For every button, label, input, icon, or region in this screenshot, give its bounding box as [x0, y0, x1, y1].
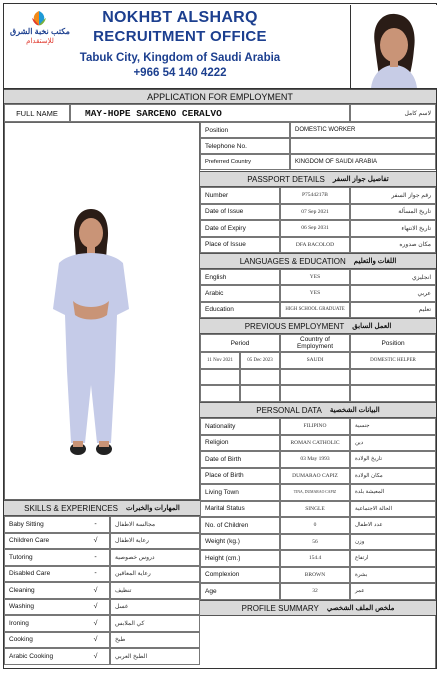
skill-mark: √ [82, 533, 110, 550]
skill-mark: - [82, 566, 110, 583]
skill-label-ar: رعاية الاطفال [110, 533, 200, 550]
logo-arabic-subtext: للإستقدام [26, 38, 54, 45]
full-name-value: MAY-HOPE SARCENO CERALVO [70, 104, 350, 122]
personal-section-title-ar: البيانات الشخصية [329, 407, 380, 414]
full-name-label: FULL NAME [4, 104, 70, 122]
skills-section-title-ar: المهارات والخبرات [125, 505, 180, 512]
application-title-bar [4, 89, 436, 104]
skill-label: Cooking [4, 632, 82, 649]
passport-label-ar: تاريخ المسألة [350, 204, 436, 221]
skill-label-ar: دروس خصوصية [110, 549, 200, 566]
company-location: Tabuk City, Kingdom of Saudi Arabia [79, 52, 281, 64]
portrait-photo-icon [351, 5, 437, 88]
passport-label: Number [200, 187, 280, 204]
employment-section-bar [200, 318, 436, 334]
skill-label: Washing [4, 599, 82, 616]
employment-country [280, 369, 350, 386]
personal-label: Age [200, 583, 280, 600]
language-label-ar: تعليم [350, 302, 436, 318]
passport-section-title: PASSPORT DETAILS [247, 174, 325, 184]
skill-mark: √ [82, 648, 110, 665]
language-label-ar: انجليزي [350, 269, 436, 285]
language-label-ar: عربي [350, 285, 436, 301]
passport-label-ar: تاريخ الانتهاء [350, 220, 436, 237]
passport-value: 07 Sep 2021 [280, 204, 350, 221]
skill-mark: - [82, 516, 110, 533]
employment-header-period: Period [200, 334, 280, 352]
languages-section-bar [200, 253, 436, 269]
company-phone: +966 54 140 4222 [133, 67, 227, 79]
personal-value: 154.4 [280, 550, 350, 567]
personal-value: BROWN [280, 567, 350, 584]
personal-label-ar: جنسية [350, 418, 436, 435]
profile-summary-title: PROFILE SUMMARY [241, 603, 319, 613]
employment-section-title: PREVIOUS EMPLOYMENT [244, 321, 345, 331]
personal-label-ar: تاريخ الولادة [350, 451, 436, 468]
personal-label-ar: المعيشة بلدة [350, 484, 436, 501]
personal-value: 56 [280, 534, 350, 551]
employment-position: DOMESTIC HELPER [350, 352, 436, 369]
skill-label-ar: تنظيف [110, 582, 200, 599]
personal-value: 03 May 1993 [280, 451, 350, 468]
logo-arabic-text: مكتب نخبة الشرق [10, 27, 70, 36]
personal-value: 32 [280, 583, 350, 600]
job-label: Preferred Country [200, 154, 290, 170]
personal-value: SINGLE [280, 501, 350, 518]
employment-to [240, 385, 280, 402]
skill-mark: √ [82, 582, 110, 599]
skill-mark: √ [82, 632, 110, 649]
personal-label: Nationality [200, 418, 280, 435]
company-logo [8, 8, 70, 48]
personal-value: ROMAN CATHOLIC [280, 435, 350, 452]
skill-label: Arabic Cooking [4, 648, 82, 665]
skill-label: Tutoring [4, 549, 82, 566]
personal-label-ar: عمر [350, 583, 436, 600]
passport-section-title-ar: تفاصيل جواز السفر [332, 176, 389, 183]
language-value: YES [280, 269, 350, 285]
profile-summary-title-ar: ملخص الملف الشخصي [326, 605, 395, 612]
employment-from [200, 385, 240, 402]
language-label: Arabic [200, 285, 280, 301]
skill-label-ar: غسل [110, 599, 200, 616]
employment-country: SAUDI [280, 352, 350, 369]
skill-label-ar: طبخ [110, 632, 200, 649]
personal-value: FILIPINO [280, 418, 350, 435]
language-label: English [200, 269, 280, 285]
employment-position [350, 369, 436, 386]
personal-label: Complexion [200, 567, 280, 584]
profile-summary-bar [200, 600, 436, 616]
employment-header-country: Country of Employment [280, 334, 350, 352]
employment-from: 11 Nov 2021 [200, 352, 240, 369]
profile-summary-body [200, 616, 436, 668]
full-name-arabic: لاسم كامل [350, 104, 436, 122]
job-value [290, 138, 436, 154]
skill-mark: √ [82, 615, 110, 632]
passport-value: P7544217B [280, 187, 350, 204]
personal-label: No. of Children [200, 517, 280, 534]
passport-section-bar [200, 171, 436, 187]
applicant-photo [4, 122, 200, 500]
language-label: Education [200, 302, 280, 318]
personal-label: Date of Birth [200, 451, 280, 468]
personal-section-bar [200, 402, 436, 418]
company-name-line2: RECRUITMENT OFFICE [93, 28, 267, 45]
personal-label-ar: الحالة الاجتماعية [350, 501, 436, 518]
personal-label-ar: مكان الولادة [350, 468, 436, 485]
application-title: APPLICATION FOR EMPLOYMENT [147, 91, 293, 102]
skills-section-bar [4, 500, 200, 516]
company-name-line1: NOKHBT ALSHARQ [102, 9, 258, 26]
employment-to [240, 369, 280, 386]
personal-value: DUMARAO CAPIZ [280, 468, 350, 485]
personal-label-ar: عدد الاطفال [350, 517, 436, 534]
personal-value: TINA, DUMARAO CAPIZ [280, 484, 350, 501]
personal-label: Height (cm.) [200, 550, 280, 567]
skills-section-title: SKILLS & EXPERIENCES [24, 503, 118, 513]
personal-label-ar: ارتفاع [350, 550, 436, 567]
skill-label: Ironing [4, 615, 82, 632]
skill-label: Baby Sitting [4, 516, 82, 533]
personal-label-ar: دين [350, 435, 436, 452]
passport-label: Date of Issue [200, 204, 280, 221]
job-value: KINGDOM OF SAUDI ARABIA [290, 154, 436, 170]
personal-label: Living Town [200, 484, 280, 501]
employment-country [280, 385, 350, 402]
languages-section-title: LANGUAGES & EDUCATION [239, 256, 346, 266]
personal-label: Weight (kg.) [200, 534, 280, 551]
passport-value: 06 Sep 2031 [280, 220, 350, 237]
skill-label-ar: الطبخ العربي [110, 648, 200, 665]
passport-label: Place of Issue [200, 237, 280, 254]
skill-mark: - [82, 549, 110, 566]
employment-section-title-ar: العمل السابق [352, 323, 392, 330]
personal-label: Marital Status [200, 501, 280, 518]
employment-header-position: Position [350, 334, 436, 352]
employment-position [350, 385, 436, 402]
passport-label: Date of Expiry [200, 220, 280, 237]
skill-label: Children Care [4, 533, 82, 550]
personal-label-ar: وزن [350, 534, 436, 551]
personal-label-ar: بشرة [350, 567, 436, 584]
languages-section-title-ar: اللغات والتعليم [353, 258, 397, 265]
passport-value: DFA BACOLOD [280, 237, 350, 254]
skill-label: Disabled Care [4, 566, 82, 583]
employment-from [200, 369, 240, 386]
employment-to: 05 Dec 2023 [240, 352, 280, 369]
passport-label-ar: رقم جواز السفر [350, 187, 436, 204]
personal-label: Religion [200, 435, 280, 452]
skill-label-ar: كي الملابس [110, 615, 200, 632]
personal-section-title: PERSONAL DATA [256, 405, 322, 415]
header-portrait [350, 5, 436, 88]
job-value: DOMESTIC WORKER [290, 122, 436, 138]
job-label: Position [200, 122, 290, 138]
personal-label: Place of Birth [200, 468, 280, 485]
job-label: Telephone No. [200, 138, 290, 154]
skill-label-ar: مجالسة الاطفال [110, 516, 200, 533]
language-value: YES [280, 285, 350, 301]
passport-label-ar: مكان صدوره [350, 237, 436, 254]
skill-mark: √ [82, 599, 110, 616]
full-body-photo-icon [5, 123, 199, 499]
language-value: HIGH SCHOOL GRADUATE [280, 302, 350, 318]
personal-value: 0 [280, 517, 350, 534]
skill-label: Cleaning [4, 582, 82, 599]
skill-label-ar: رعاية المعاقين [110, 566, 200, 583]
